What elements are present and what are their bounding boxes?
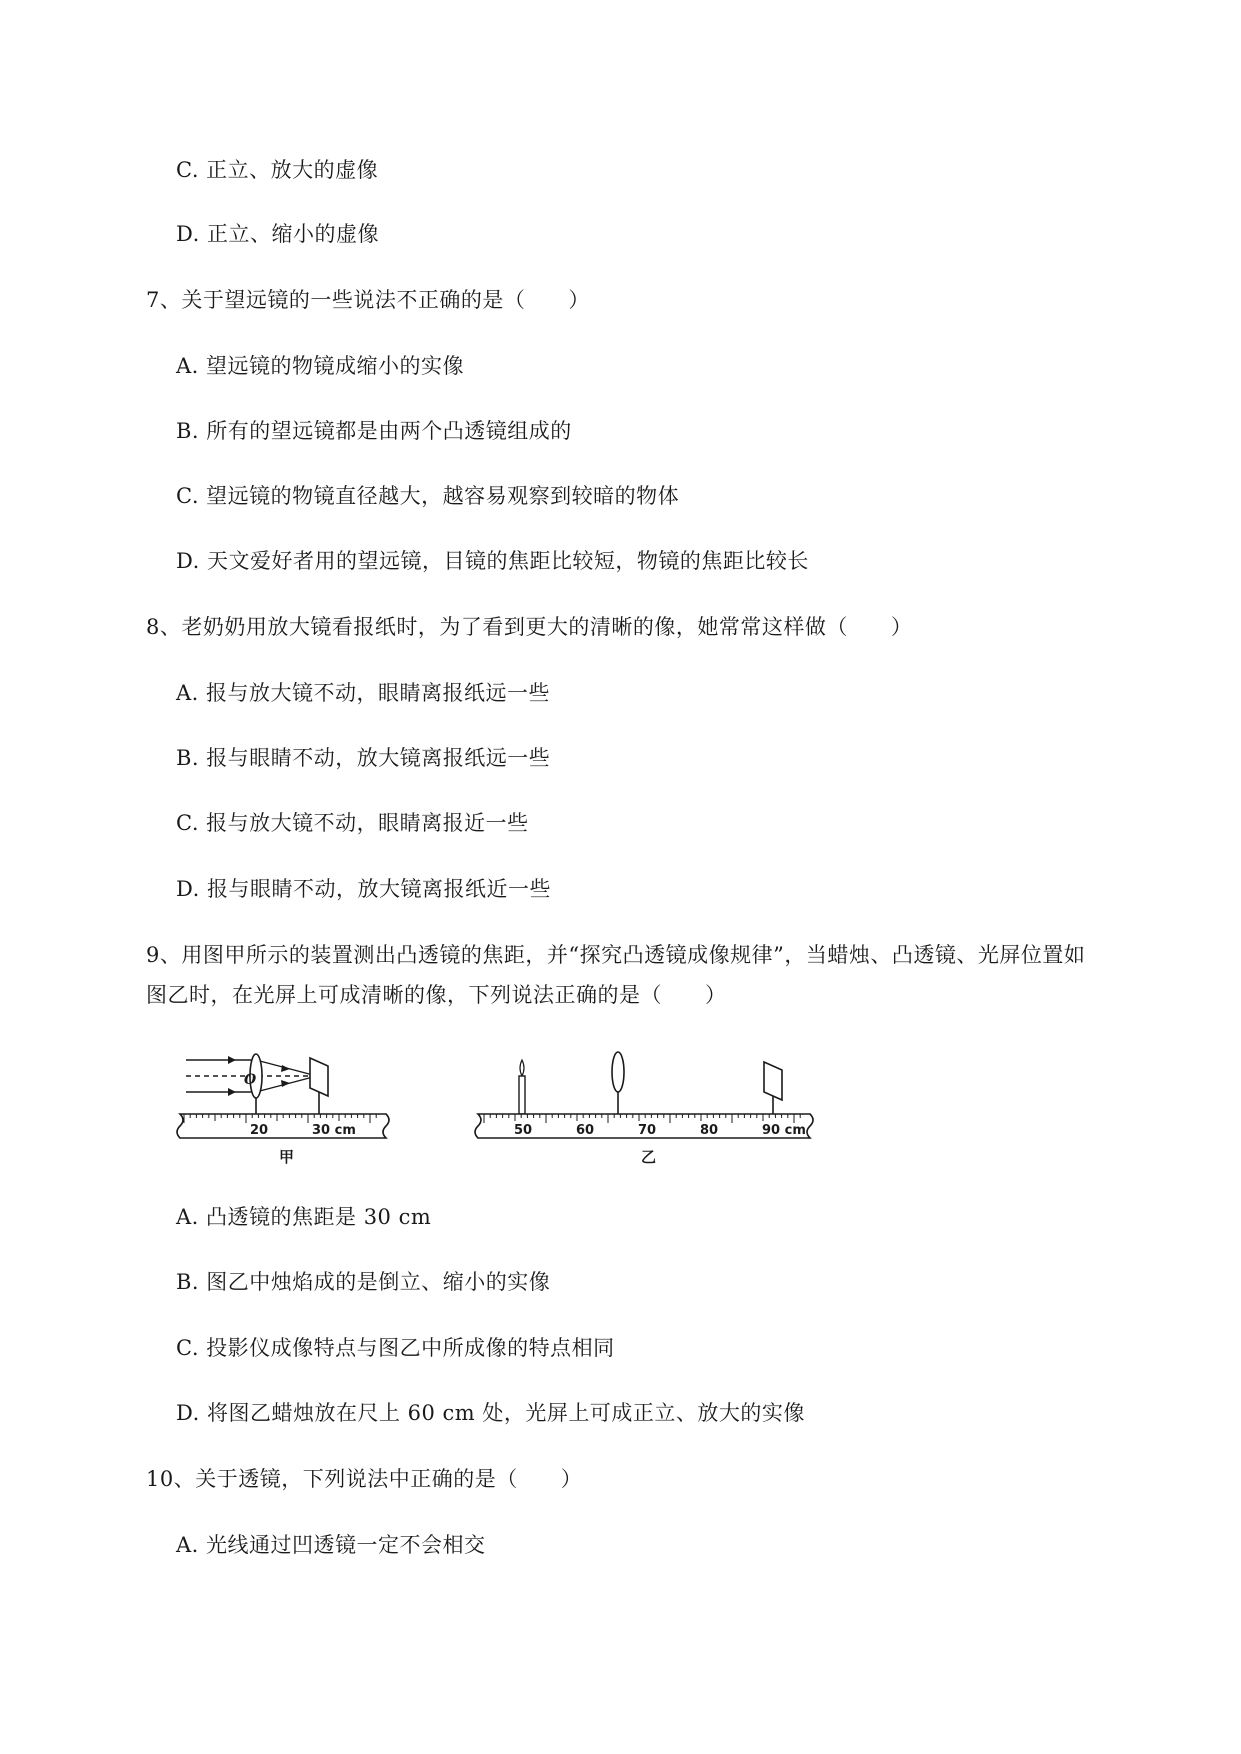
q8-option-b: B. 报与眼睛不动，放大镜离报纸远一些: [176, 746, 551, 770]
figure-yi-candle: [519, 1060, 525, 1114]
figure-yi-tick-50: 50: [514, 1123, 533, 1138]
q7-option-c: C. 望远镜的物镜直径越大，越容易观察到较暗的物体: [176, 484, 680, 508]
q9-option-c: C. 投影仪成像特点与图乙中所成像的特点相同: [176, 1336, 615, 1360]
figure-yi-caption: 乙: [641, 1148, 657, 1166]
q7-option-a: A. 望远镜的物镜成缩小的实像: [176, 354, 465, 378]
q9-stem-line-1: 9、用图甲所示的装置测出凸透镜的焦距，并“探究凸透镜成像规律”，当蜡烛、凸透镜、光屏位置如: [146, 943, 1086, 967]
q6-option-c: C. 正立、放大的虚像: [176, 158, 379, 182]
q9-option-b: B. 图乙中烛焰成的是倒立、缩小的实像: [176, 1270, 551, 1294]
q8-option-d: D. 报与眼睛不动，放大镜离报纸近一些: [176, 877, 551, 901]
figure-jia: [178, 1050, 398, 1150]
figure-yi-tick-60: 60: [576, 1123, 595, 1138]
figure-jia-caption: 甲: [279, 1148, 295, 1166]
figure-yi-tick-70: 70: [638, 1123, 657, 1138]
figure-yi-screen: [764, 1062, 782, 1100]
figure-jia-screen: [310, 1058, 328, 1096]
q7-option-d: D. 天文爱好者用的望远镜，目镜的焦距比较短，物镜的焦距比较长: [176, 549, 809, 573]
q10-option-a: A. 光线通过凹透镜一定不会相交: [176, 1533, 486, 1557]
figure-yi-lens: [612, 1052, 624, 1092]
q8-stem: 8、老奶奶用放大镜看报纸时，为了看到更大的清晰的像，她常常这样做（ ）: [146, 615, 913, 639]
figure-jia-tick-30: 30 cm: [312, 1123, 356, 1138]
figure-yi-tick-80: 80: [700, 1123, 719, 1138]
q10-stem: 10、关于透镜，下列说法中正确的是（ ）: [146, 1467, 583, 1491]
figure-yi-tick-90: 90 cm: [762, 1123, 806, 1138]
q9-option-a: A. 凸透镜的焦距是 30 cm: [176, 1205, 432, 1229]
figure-yi: [474, 1050, 824, 1150]
q6-option-d: D. 正立、缩小的虚像: [176, 222, 379, 246]
figure-jia-tick-20: 20: [250, 1123, 269, 1138]
q9-stem-line-2: 图乙时，在光屏上可成清晰的像，下列说法正确的是（ ）: [146, 983, 727, 1007]
q8-option-a: A. 报与放大镜不动，眼睛离报纸远一些: [176, 681, 551, 705]
q7-stem: 7、关于望远镜的一些说法不正确的是（ ）: [146, 288, 590, 312]
q9-option-d: D. 将图乙蜡烛放在尺上 60 cm 处，光屏上可成正立、放大的实像: [176, 1401, 805, 1425]
figure-jia-o-label: O: [244, 1072, 257, 1088]
q7-option-b: B. 所有的望远镜都是由两个凸透镜组成的: [176, 419, 572, 443]
q8-option-c: C. 报与放大镜不动，眼睛离报近一些: [176, 811, 529, 835]
